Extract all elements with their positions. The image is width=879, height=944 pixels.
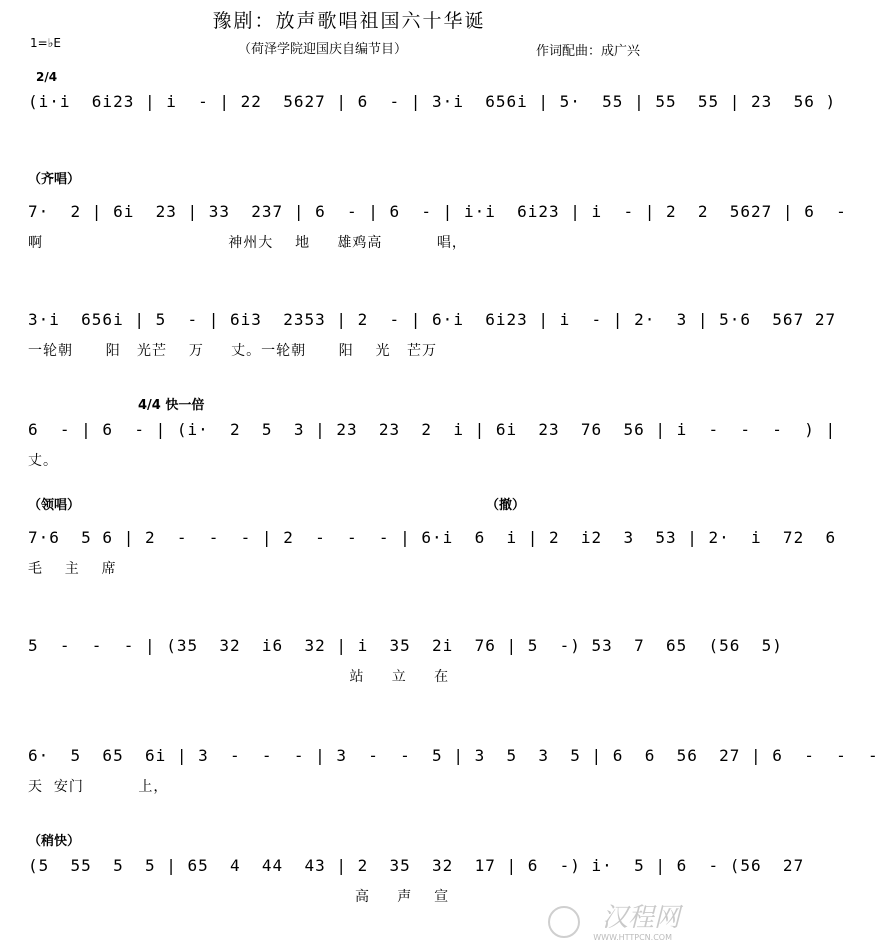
notation-line: 5 - - - | (35 32 i6 32 | i 35 2i 76 | 5 -) 53 7 65 (56 5) xyxy=(28,636,783,655)
score-row-2 xyxy=(28,202,847,272)
section-label: （领唱） xyxy=(28,498,81,513)
notation-line: 7· 2 | 6i 23 | 33 237 | 6 - | 6 - | i·i 6i23 | i - | 2 2 5627 | 6 - xyxy=(28,202,847,221)
notation-line: (i·i 6i23 | i - | 22 5627 | 6 - | 3·i 656i | 5· 55 | 55 55 | 23 56 ) xyxy=(28,92,837,111)
score-row-3 xyxy=(28,310,837,380)
tempo-marking: 4/4 快一倍 xyxy=(138,398,205,413)
section-label: （齐唱） xyxy=(28,172,81,187)
lyrics-line: 一轮朝 阳 光芒 万 丈。一轮朝 阳 光 芒万 xyxy=(28,343,437,359)
lyrics-line: 毛 主 席 xyxy=(28,561,117,577)
lyrics-line: 站 立 在 xyxy=(28,669,450,685)
watermark-url: WWW.HTTPCN.COM xyxy=(593,933,672,942)
score-row-8 xyxy=(28,856,805,926)
lyrics-line: 啊 神州大 地 雄鸡高 唱， xyxy=(28,235,467,251)
section-label: （稍快） xyxy=(28,834,81,849)
notation-line: (5 55 5 5 | 65 4 44 43 | 2 35 32 17 | 6 -) i· 5 | 6 - (56 27 xyxy=(28,856,805,875)
key-signature: 1=♭E xyxy=(30,36,61,50)
lyrics-line: 天 安门 上， xyxy=(28,779,169,795)
score-row-6 xyxy=(28,636,783,706)
song-title: 豫剧：放声歌唱祖国六十华诞 xyxy=(212,10,486,32)
lyrics-line: 高 声 宣 xyxy=(28,889,450,905)
song-subtitle: （荷泽学院迎国庆自编节目） xyxy=(238,42,408,57)
notation-line: 6 - | 6 - | (i· 2 5 3 | 23 23 2 i | 6i 23 76 56 | i - - - ) | xyxy=(28,420,837,439)
notation-line: 7·6 5 6 | 2 - - - | 2 - - - | 6·i 6 i | 2 i2 3 53 | 2· i 72 6 xyxy=(28,528,837,547)
section-label-2: （撤） xyxy=(486,498,526,513)
time-signature: 2/4 xyxy=(36,70,58,84)
lyrics-line: 丈。 xyxy=(28,453,58,469)
notation-line: 3·i 656i | 5 - | 6i3 2353 | 2 - | 6·i 6i23 | i - | 2· 3 | 5·6 567 27 xyxy=(28,310,837,329)
notation-line: 6· 5 65 6i | 3 - - - | 3 - - 5 | 3 5 3 5 | 6 6 56 27 | 6 - - - xyxy=(28,746,879,765)
score-row-7 xyxy=(28,746,879,816)
score-row-4 xyxy=(28,420,837,490)
composer-credit: 作词配曲：成广兴 xyxy=(536,44,641,59)
watermark-text: 汉程网 xyxy=(601,903,680,933)
watermark-logo-icon xyxy=(548,906,580,938)
score-row-1 xyxy=(28,92,837,162)
score-row-5 xyxy=(28,528,837,598)
